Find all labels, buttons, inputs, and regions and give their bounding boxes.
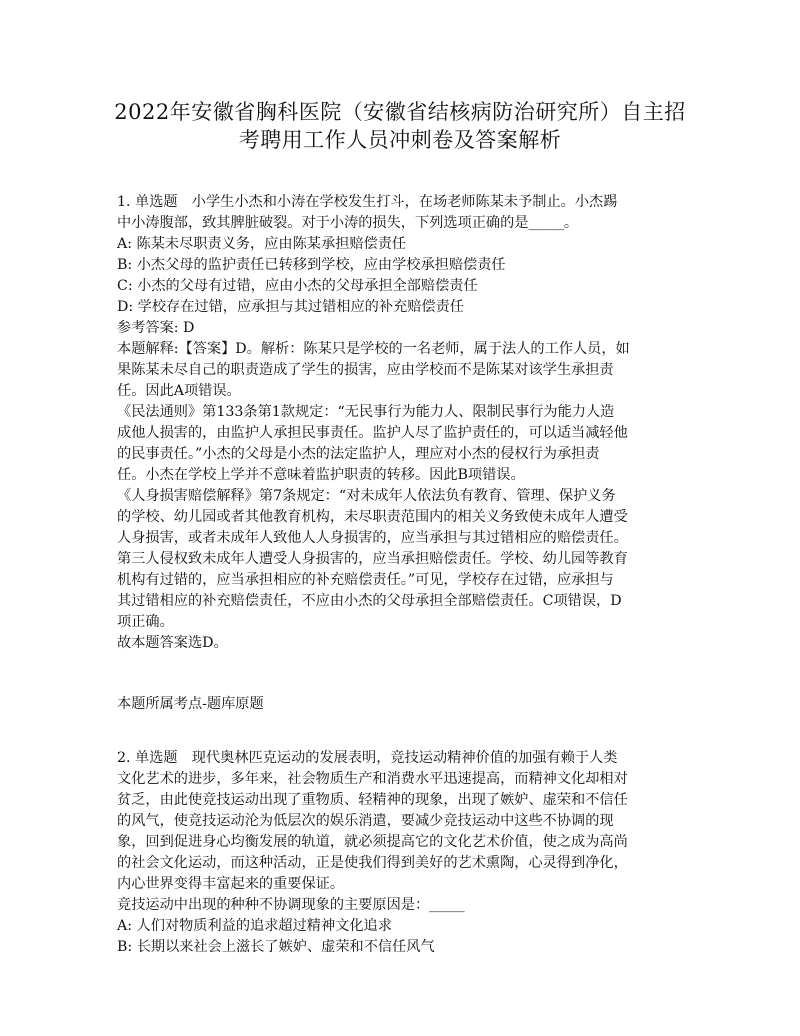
explanation-line: 《民法通则》第133条第1款规定：“无民事行为能力人、限制民事行为能力人造 bbox=[117, 404, 615, 420]
document-title bbox=[100, 98, 700, 154]
option-d: D: 学校存在过错，应承担与其过错相应的补充赔偿责任 bbox=[117, 299, 464, 315]
option-b: B: 小杰父母的监护责任已转移到学校，应由学校承担赔偿责任 bbox=[117, 257, 506, 273]
explanation-line: 的学校、幼儿园或者其他教育机构，未尽职责范围内的相关义务致使未成年人遭受 bbox=[117, 509, 628, 525]
document-content bbox=[117, 192, 685, 958]
question-stem-line: 的社会文化运动，而这种活动，正是使我们得到美好的艺术熏陶，心灵得到净化， bbox=[117, 855, 628, 871]
reference-answer: 参考答案: D bbox=[117, 320, 195, 336]
question-stem-line: 1. 单选题 小学生小杰和小涛在学校发生打斗，在场老师陈某未予制止。小杰踢 bbox=[117, 194, 618, 210]
explanation-line: 任。小杰在学校上学并不意味着监护职责的转移。因此B项错误。 bbox=[117, 467, 525, 483]
explanation-line: 果陈某未尽自己的职责造成了学生的损害，应由学校而不是陈某对该学生承担责 bbox=[117, 362, 614, 378]
explanation-line: 机构有过错的，应当承担相应的补充赔偿责任。”可见，学校存在过错，应承担与 bbox=[117, 572, 614, 588]
question-source: 本题所属考点-题库原题 bbox=[117, 696, 264, 712]
question-stem-line: 内心世界变得丰富起来的重要保证。 bbox=[117, 876, 345, 892]
explanation-line: 第三人侵权致未成年人遭受人身损害的，应当承担赔偿责任。学校、幼儿园等教育 bbox=[117, 551, 628, 567]
title-line-1: 2022年安徽省胸科医院（安徽省结核病防治研究所）自主招 bbox=[114, 100, 686, 124]
question-1 bbox=[117, 192, 685, 715]
title-line-2: 考聘用工作人员冲刺卷及答案解析 bbox=[238, 128, 562, 152]
explanation-line: 其过错相应的补充赔偿责任，不应由小杰的父母承担全部赔偿责任。C项错误，D bbox=[117, 593, 622, 609]
option-a: A: 人们对物质利益的追求超过精神文化追求 bbox=[117, 918, 392, 934]
question-stem-line: 贫乏，由此使竞技运动出现了重物质、轻精神的现象，出现了嫉妒、虚荣和不信任 bbox=[117, 792, 628, 808]
explanation-line: 的民事责任。”小杰的父母是小杰的法定监护人，理应对小杰的侵权行为承担责 bbox=[117, 446, 600, 462]
question-stem-line: 中小涛腹部，致其脾脏破裂。对于小涛的损失，下列选项正确的是_____。 bbox=[117, 215, 579, 231]
question-stem-line: 2. 单选题 现代奥林匹克运动的发展表明，竞技运动精神价值的加强有赖于人类 bbox=[117, 750, 618, 766]
option-b: B: 长期以来社会上滋长了嫉妒、虚荣和不信任风气 bbox=[117, 939, 435, 955]
question-2 bbox=[117, 748, 685, 958]
question-stem-line: 的风气，使竞技运动沦为低层次的娱乐消遣，要减少竞技运动中这些不协调的现 bbox=[117, 813, 614, 829]
explanation-line: 人身损害，或者未成年人致他人人身损害的，应当承担与其过错相应的赔偿责任。 bbox=[117, 530, 628, 546]
question-stem-line: 象，回到促进身心均衡发展的轨道，就必须提高它的文化艺术价值，使之成为高尚 bbox=[117, 834, 628, 850]
question-stem-line: 文化艺术的进步，多年来，社会物质生产和消费水平迅速提高，而精神文化却相对 bbox=[117, 771, 628, 787]
explanation-line: 本题解释:【答案】D。解析：陈某只是学校的一名老师，属于法人的工作人员，如 bbox=[117, 341, 630, 357]
explanation-line: 成他人损害的，由监护人承担民事责任。监护人尽了监护责任的，可以适当减轻他 bbox=[117, 425, 628, 441]
option-c: C: 小杰的父母有过错，应由小杰的父母承担全部赔偿责任 bbox=[117, 278, 478, 294]
option-a: A: 陈某未尽职责义务，应由陈某承担赔偿责任 bbox=[117, 236, 407, 252]
explanation-line: 项正确。 bbox=[117, 614, 174, 630]
question-stem-line: 竞技运动中出现的种种不协调现象的主要原因是：_____ bbox=[117, 897, 465, 913]
explanation-line: 任。因此A项错误。 bbox=[117, 383, 241, 399]
explanation-line: 《人身损害赔偿解释》第7条规定：“对未成年人依法负有教育、管理、保护义务 bbox=[117, 488, 616, 504]
explanation-line: 故本题答案选D。 bbox=[117, 635, 228, 651]
